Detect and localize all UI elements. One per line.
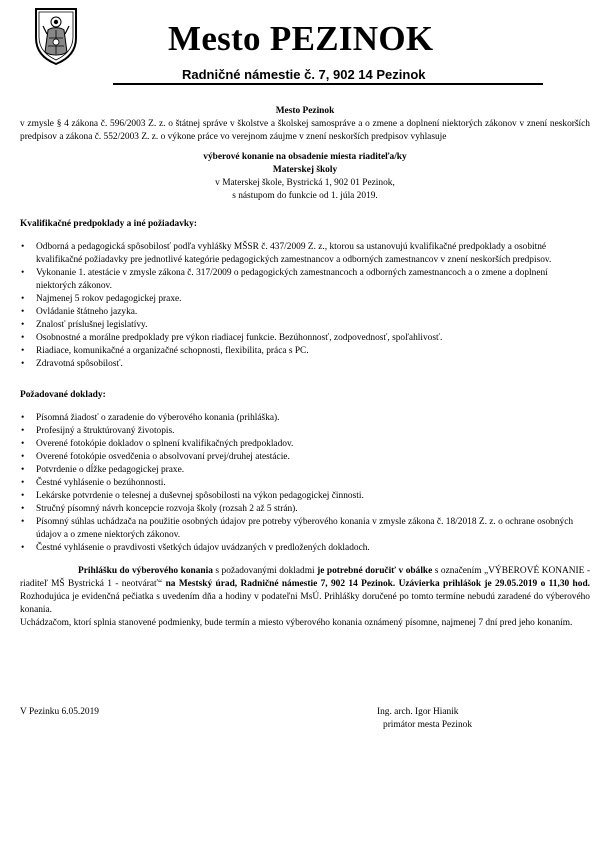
list-item: • Zdravotná spôsobilosť. bbox=[20, 358, 590, 371]
signature-block bbox=[377, 706, 472, 732]
submission-deadline: na Mestský úrad, Radničné námestie 7, 902 14 Pezinok. Uzávierka prihlášok je 29.05.2019 o 11,30 hod. bbox=[165, 579, 591, 589]
signer-title: primátor mesta Pezinok bbox=[383, 720, 473, 730]
list-item: • Znalosť príslušnej legislatívy. bbox=[20, 319, 590, 332]
list-item: • Stručný písomný návrh koncepcie rozvoja školy (rozsah 2 až 5 strán). bbox=[20, 503, 590, 516]
submission-lead: Prihlášku do výberového konania bbox=[78, 566, 213, 576]
page-title: Mesto PEZINOK bbox=[168, 19, 434, 58]
qualifications-heading: Kvalifikačné predpoklady a iné požiadavky: bbox=[20, 219, 197, 229]
list-item: • Riadiace, komunikačné a organizačné schopnosti, flexibilita, práca s PC. bbox=[20, 345, 590, 358]
list-item: • Overené fotokópie osvedčenia o absolvovaní prvej/druhej atestácie. bbox=[20, 451, 590, 464]
list-item: • Najmenej 5 rokov pedagogickej praxe. bbox=[20, 293, 590, 306]
list-item: • Písomná žiadosť o zaradenie do výberového konania (prihláška). bbox=[20, 412, 590, 425]
list-item: • Písomný súhlas uchádzača na použitie osobných údajov pre potreby výberového konania v zmysle zákona č. 18/2018 Z. z. o ochrane osobných údajov a o zmene niektorých zákonov. bbox=[20, 516, 590, 542]
documents-list bbox=[20, 412, 590, 555]
list-item: • Profesijný a štruktúrovaný životopis. bbox=[20, 425, 590, 438]
header-divider bbox=[113, 83, 543, 85]
list-item: • Osobnostné a morálne predpoklady pre výkon riadiacej funkcie. Bezúhonnosť, zodpovednosť, spoľahlivosť. bbox=[20, 332, 590, 345]
announcement-line-3: v Materskej škole, Bystrická 1, 902 01 Pezinok, bbox=[215, 178, 395, 188]
announcement-line-1: výberové konanie na obsadenie miesta riaditeľa/ky bbox=[203, 152, 407, 162]
city-coat-of-arms-icon bbox=[34, 6, 78, 66]
list-item: • Čestné vyhlásenie o pravdivosti všetkých údajov uvádzaných v predložených dokladoch. bbox=[20, 542, 590, 555]
intro-heading: Mesto Pezinok bbox=[275, 106, 335, 116]
announcement-line-4: s nástupom do funkcie od 1. júla 2019. bbox=[232, 191, 378, 201]
closing-paragraph: Uchádzačom, ktorí splnia stanovené podmienky, bude termín a miesto výberového konania oznámený písomne, najmenej 7 dní pred jeho konaním. bbox=[20, 618, 573, 628]
announcement-block bbox=[20, 151, 590, 203]
submission-note: Rozhodujúca je evidenčná pečiatka s uvedením dňa a hodiny v podateľni MsÚ. Prihlášky doručené po tomto termíne nebudú zaradené do výberového konania. bbox=[20, 592, 590, 615]
submission-label: s označením „VÝBEROVÉ KONANIE - riaditeľ MŠ Bystrická 1 - neotvárať“ bbox=[20, 566, 590, 589]
signer-name: Ing. arch. Igor Hianik bbox=[377, 707, 459, 717]
documents-heading: Požadované doklady: bbox=[20, 390, 106, 400]
list-item: • Potvrdenie o dĺžke pedagogickej praxe. bbox=[20, 464, 590, 477]
announcement-line-2: Materskej školy bbox=[272, 165, 338, 175]
submission-mid: s požadovanými dokladmi bbox=[212, 566, 318, 576]
qualifications-list bbox=[20, 241, 590, 371]
submission-paragraph bbox=[20, 565, 590, 617]
list-item: • Odborná a pedagogická spôsobilosť podľa vyhlášky MŠSR č. 437/2009 Z. z., ktorou sa ustanovujú kvalifikačné predpoklady a osobitné kvalifikačné požiadavky pre jednotlivé kategórie pedagogických zamestnancov a odborných zamestnancov v znení neskorších predpisov. bbox=[20, 241, 590, 267]
list-item: • Lekárske potvrdenie o telesnej a duševnej spôsobilosti na výkon pedagogickej činnosti. bbox=[20, 490, 590, 503]
intro-text: v zmysle § 4 zákona č. 596/2003 Z. z. o štátnej správe v školstve a školskej samospráve a o zmene a doplnení niektorých zákonov v znení neskorších predpisov a zákona č. 552/2003 Z. z. o výkone práce vo verejnom záujme v znení neskorších predpisov vyhlasuje bbox=[20, 119, 590, 142]
list-item: • Overené fotokópie dokladov o splnení kvalifikačných predpokladov. bbox=[20, 438, 590, 451]
document-body bbox=[20, 105, 590, 630]
municipality-address: Radničné námestie č. 7, 902 14 Pezinok bbox=[182, 67, 426, 82]
list-item: • Vykonanie 1. atestácie v zmysle zákona č. 317/2009 o pedagogických zamestnancoch a odborných zamestnancoch a o zmene a doplnení niektorých zákonov. bbox=[20, 267, 590, 293]
place-date: V Pezinku 6.05.2019 bbox=[20, 707, 99, 717]
list-item: • Ovládanie štátneho jazyka. bbox=[20, 306, 590, 319]
submission-deliver: je potrebné doručiť v obálke bbox=[317, 566, 433, 576]
list-item: • Čestné vyhlásenie o bezúhonnosti. bbox=[20, 477, 590, 490]
